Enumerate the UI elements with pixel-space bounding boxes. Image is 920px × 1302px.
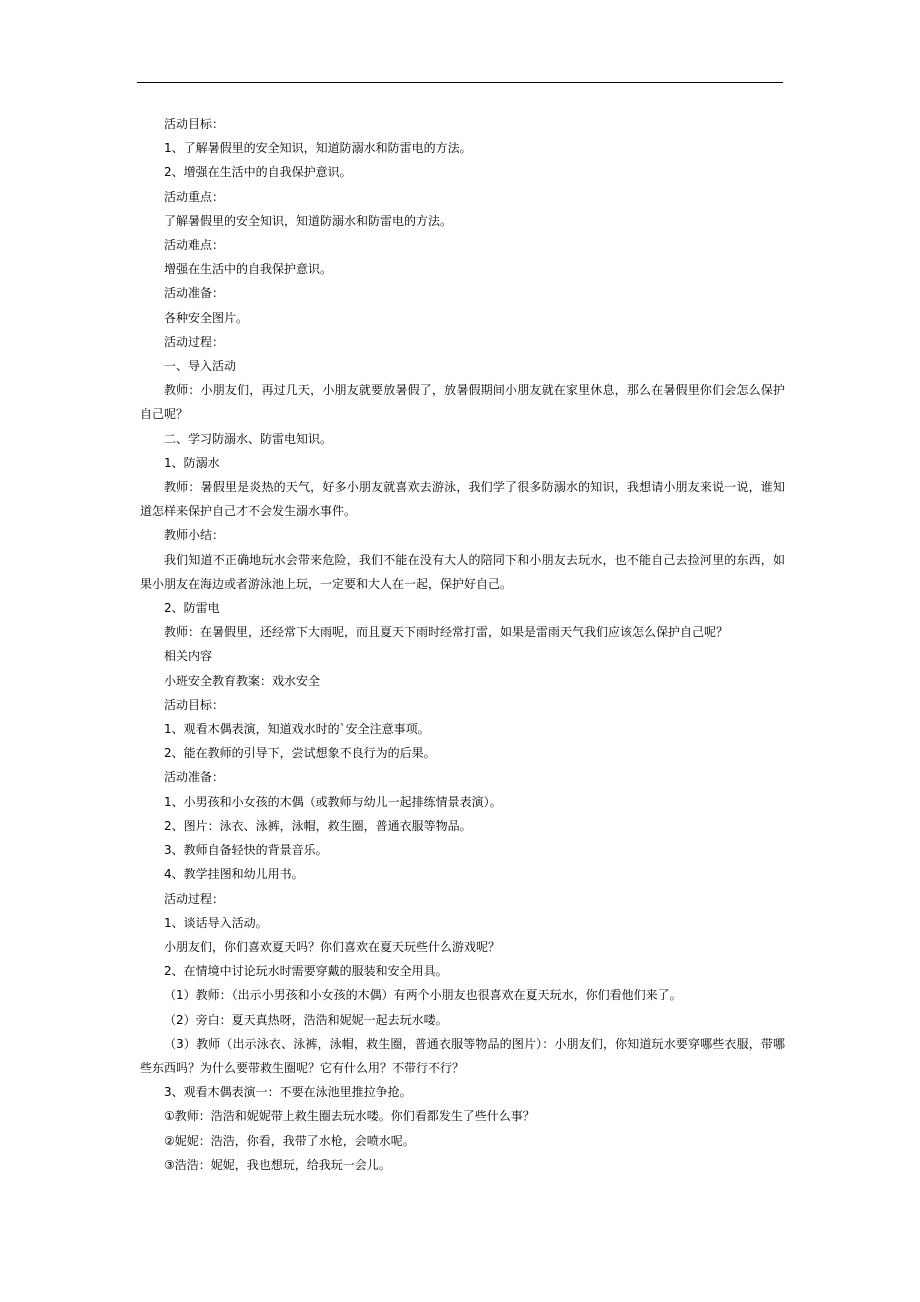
paragraph: ①教师：浩浩和妮妮带上救生圈去玩水喽。你们看都发生了些什么事？ xyxy=(164,1109,535,1124)
paragraph: 1、小男孩和小女孩的木偶（或教师与幼儿一起排练情景表演）。 xyxy=(164,794,502,809)
paragraph: 活动难点： xyxy=(164,238,225,253)
paragraph: 了解暑假里的安全知识，知道防溺水和防雷电的方法。 xyxy=(164,213,453,228)
paragraph: 1、防溺水 xyxy=(164,455,220,470)
paragraph: 教师：暑假里是炎热的天气，好多小朋友就喜欢去游泳，我们学了很多防溺水的知识，我想请小朋友来说一说，谁知道怎样来保护自己才不会发生溺水事件。 xyxy=(140,480,785,519)
paragraph: 小朋友们，你们喜欢夏天吗？你们喜欢在夏天玩些什么游戏呢？ xyxy=(164,939,501,954)
paragraph: 各种安全图片。 xyxy=(164,310,249,325)
paragraph: 3、观看木偶表演一：不要在泳池里推拉争抢。 xyxy=(164,1085,412,1100)
paragraph: 2、增强在生活中的自我保护意识。 xyxy=(164,165,352,180)
paragraph: 活动过程： xyxy=(164,891,225,906)
paragraph: 相关内容 xyxy=(164,649,213,664)
paragraph: 小班安全教育教案：戏水安全 xyxy=(164,673,321,688)
paragraph: （2）旁白：夏天真热呀，浩浩和妮妮一起去玩水喽。 xyxy=(164,1012,448,1027)
paragraph: 活动目标： xyxy=(164,117,225,131)
paragraph: 2、在情境中讨论玩水时需要穿戴的服装和安全用具。 xyxy=(164,964,448,979)
header-rule xyxy=(137,82,783,83)
paragraph: 1、了解暑假里的安全知识，知道防溺水和防雷电的方法。 xyxy=(164,141,472,156)
paragraph: 2、能在教师的引导下，尝试想象不良行为的后果。 xyxy=(164,746,436,761)
paragraph: 3、教师自备轻快的背景音乐。 xyxy=(164,843,328,858)
paragraph: 一、导入活动 xyxy=(164,359,237,374)
paragraph: 活动重点： xyxy=(164,189,225,204)
paragraph: 活动准备： xyxy=(164,770,225,785)
paragraph: （1）教师：（出示小男孩和小女孩的木偶）有两个小朋友也很喜欢在夏天玩水，你们看他们来了。 xyxy=(164,988,682,1003)
paragraph: 增强在生活中的自我保护意识。 xyxy=(164,262,333,277)
paragraph: 2、图片：泳衣、泳裤，泳帽，救生圈，普通衣服等物品。 xyxy=(164,818,472,833)
paragraph: （3）教师（出示泳衣、泳裤，泳帽，救生圈，普通衣服等物品的图片）：小朋友们，你知道玩水要穿哪些衣服，带哪些东西吗？为什么要带救生圈呢？它有什么用？不带行不行？ xyxy=(140,1036,785,1075)
paragraph: 活动准备： xyxy=(164,286,225,301)
paragraph: 活动过程： xyxy=(164,334,225,349)
paragraph: 2、防雷电 xyxy=(164,601,220,616)
paragraph: 1、观看木偶表演，知道戏水时的`安全注意事项。 xyxy=(164,722,430,737)
paragraph: 活动目标： xyxy=(164,697,225,712)
paragraph: 二、学习防溺水、防雷电知识。 xyxy=(164,431,333,446)
document-body xyxy=(140,112,785,1177)
paragraph: 4、教学挂图和幼儿用书。 xyxy=(164,867,304,882)
paragraph: 教师：小朋友们，再过几天，小朋友就要放暑假了，放暑假期间小朋友就在家里休息，那么在暑假里你们会怎么保护自己呢？ xyxy=(140,383,785,422)
paragraph: 我们知道不正确地玩水会带来危险，我们不能在没有大人的陪同下和小朋友去玩水，也不能自己去捡河里的东西，如果小朋友在海边或者游泳池上玩，一定要和大人在一起，保护好自己。 xyxy=(140,552,785,591)
paragraph: ②妮妮：浩浩，你看，我带了水枪，会喷水呢。 xyxy=(164,1133,415,1148)
paragraph: 1、谈话导入活动。 xyxy=(164,915,268,930)
paragraph: 教师小结： xyxy=(164,528,225,543)
paragraph: 教师：在暑假里，还经常下大雨呢，而且夏天下雨时经常打雷，如果是雷雨天气我们应该怎么保护自己呢？ xyxy=(164,625,729,640)
paragraph: ③浩浩：妮妮，我也想玩，给我玩一会儿。 xyxy=(164,1157,391,1172)
